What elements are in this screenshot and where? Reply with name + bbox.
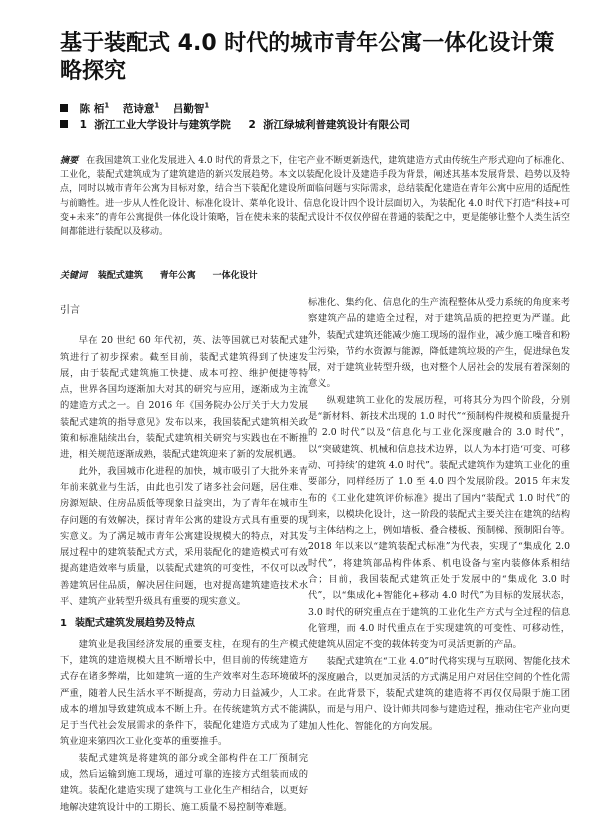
right-column xyxy=(308,295,570,735)
author-name: 陈 栢$^1$ xyxy=(79,101,110,115)
keywords-label: 关键词 xyxy=(60,271,88,281)
body-paragraph: 此外，我国城市化进程的加快，城市吸引了大批外来青年前来就业与生活，由此也引发了诸多社会问题，居住难、房源短缺、住房品质低等现象日益突出，为了青年在城市生存问题的有效解决，探讨青年公寓的建设方式具有重要的现实意义。为了满足城市青年公寓建设规模大的特点，对其发展过程中的建筑装配式方式，采用装配化的建造模式可有效提高建造效率与质量，以装配式建筑的可变性，不仅可以改善建筑居住品质，解决居住问题，也对提高建筑建造技术水平、建筑产业转型升级具有重要的现实意义。 xyxy=(60,465,308,608)
left-column xyxy=(60,295,308,816)
body-paragraph: 标准化、集约化、信息化的生产流程整体从受力系统的角度来考察建筑产品的建造全过程，对于建筑品质的把控更为严谨。此外，装配式建筑还能减少施工现场的湿作业，减少施工噪音和粉尘污染，节约水资源与能源，降低建筑垃圾的产生，促进绿色发展，对于建筑业转型升级，也对整个人居社会的发展有着深刻的意义。 xyxy=(308,297,570,390)
intro-heading: 引言 xyxy=(60,305,80,316)
paper-title: 基于装配式 4.0 时代的城市青年公寓一体化设计策略探究 xyxy=(60,31,555,84)
affiliation-item: 1 浙江工业大学设计与建筑学院 xyxy=(79,119,231,131)
keyword: 一体化设计 xyxy=(212,271,258,281)
square-bullet-icon xyxy=(60,104,68,112)
body-paragraph: 纵观建筑工业化的发展历程，可将其分为四个阶段，分别是“新材料、新技术出现的 1.0 时代”“预制构件规模和质量提升的 2.0 时代”以及“信息化与工业化深度融合的 3.0 时代”，以“突破建筑、机械和信息技术边界，以人为本打造‘可变、可移动、可持续’的建筑 4.0 时代”。装配式建筑作为建筑工业化的重要部分，同样经历了 1.0 至 4.0 四个发展阶段。2015 年末发布的《工业化建筑评价标准》提出了国内“装配式 1.0 时代”的到来，以模块化设计，这一阶段的装配式主要关注在建筑的结构与主体结构之上，例如墙板、叠合楼板、预制梯、预制阳台等。2018 年以来以“建筑装配式标准”为代表，实现了“集成化 2.0 时代”，将建筑部品构件体系、机电设备与室内装修体系相结合；目前，我国装配式建筑正处于发展中的“集成化 3.0 时代”，以“集成化+智能化+移动 4.0 时代”为目标的发展状态，3.0 时代的研究重点在于建筑的工业化生产方式与全过程的信息化管理，而 4.0 时代重点在于实现建筑的可变性、可移动性，使建筑从固定不变的载体转变为可灵活更新的产品。 xyxy=(308,394,570,651)
square-bullet-icon xyxy=(60,120,68,128)
author-line xyxy=(60,101,560,116)
body-paragraph: 建筑业是我国经济发展的重要支柱，在现有的生产模式下，建筑的建造规模大且不断增长中，但目前的传统建造方式存在诸多弊端，比如建筑一道的生产效率对生态环境破坏严重，随着人民生活水平不断提高，劳动力日益减少，人工成本的增加导致建筑成本不断上升。在传统建筑方式不能满足于当代社会发展需求的条件下，装配化建造方式成为了建筑业迎来第四次工业化变革的重要推手。 xyxy=(60,638,308,748)
keyword: 青年公寓 xyxy=(159,271,196,281)
affiliation-item: 2 浙江绿城利普建筑设计有限公司 xyxy=(248,119,411,131)
keywords xyxy=(60,268,570,281)
section-heading xyxy=(60,616,308,632)
abstract-label: 摘要 xyxy=(60,156,79,166)
section-number: 1 xyxy=(60,618,67,630)
body-paragraph: 装配式建筑在“工业 4.0”时代将实现与互联网、智能化技术的深度融合，以更加灵活的方式满足用户对居住空间的个性化需求。在此背景下，装配式建筑的建造将不再仅仅局限于施工团队，而是与用户、设计师共同参与建造过程，推动住宅产业向更加人性化、智能化的方向发展。 xyxy=(308,655,570,732)
author-name: 范诗意$^1$ xyxy=(122,101,160,115)
abstract-text: 在我国建筑工业化发展进入 4.0 时代的背景之下，住宅产业不断更新迭代，建筑建造方式由传统生产形式迎向了标准化、工业化，装配式建筑成为了建筑建造的新兴发展趋势。本文以装配化设计及建造手段为背景，阐述其基本发展背景、趋势以及特点，同时以城市青年公寓为目标对象，结合当下装配化建设所面临问题与实际需求，总结装配化建造在青年公寓中应用的适配性与前瞻性。进一步从人性化设计、标准化设计、菜单化设计、信息化设计四个设计层面切入，为装配化 4.0 时代下打造“科技+可变+未来”的青年公寓提供一体化设计策略，旨在使未来的装配式设计不仅仅停留在普通的装配之中，更是能够让整个人类生活空间都能进行装配以及移动。 xyxy=(60,156,570,238)
author-name: 吕勤智$^1$ xyxy=(172,101,210,115)
affiliation-line xyxy=(60,117,560,132)
body-paragraph: 装配式建筑是将建筑的部分或全部构件在工厂预制完成，然后运输到施工现场，通过可靠的连接方式组装而成的建筑。装配化建造实现了建筑与工业化生产相结合，以更好地解决建筑设计中的工期长、施工质量不易控制等难题。 xyxy=(60,752,308,813)
body-paragraph: 早在 20 世纪 60 年代初，英、法等国就已对装配式建筑进行了初步探索。截至目前，装配式建筑得到了快速发展，由于装配式建筑施工快捷、成本可控、维护便捷等特点，世界各国均逐渐加大对其的研究与应用，逐渐成为主流的建造方式之一。自 2016 年《国务院办公厅关于大力发展装配式建筑的指导意见》发布以来，我国装配式建筑相关政策和标准陆续出台，装配式建筑相关研究与实践也在不断推进，相关规范逐渐成熟，装配式建筑迎来了新的发展机遇。 xyxy=(60,335,308,461)
abstract xyxy=(60,154,570,239)
section-title: 装配式建筑发展趋势及特点 xyxy=(74,618,195,630)
keyword: 装配式建筑 xyxy=(97,271,143,281)
